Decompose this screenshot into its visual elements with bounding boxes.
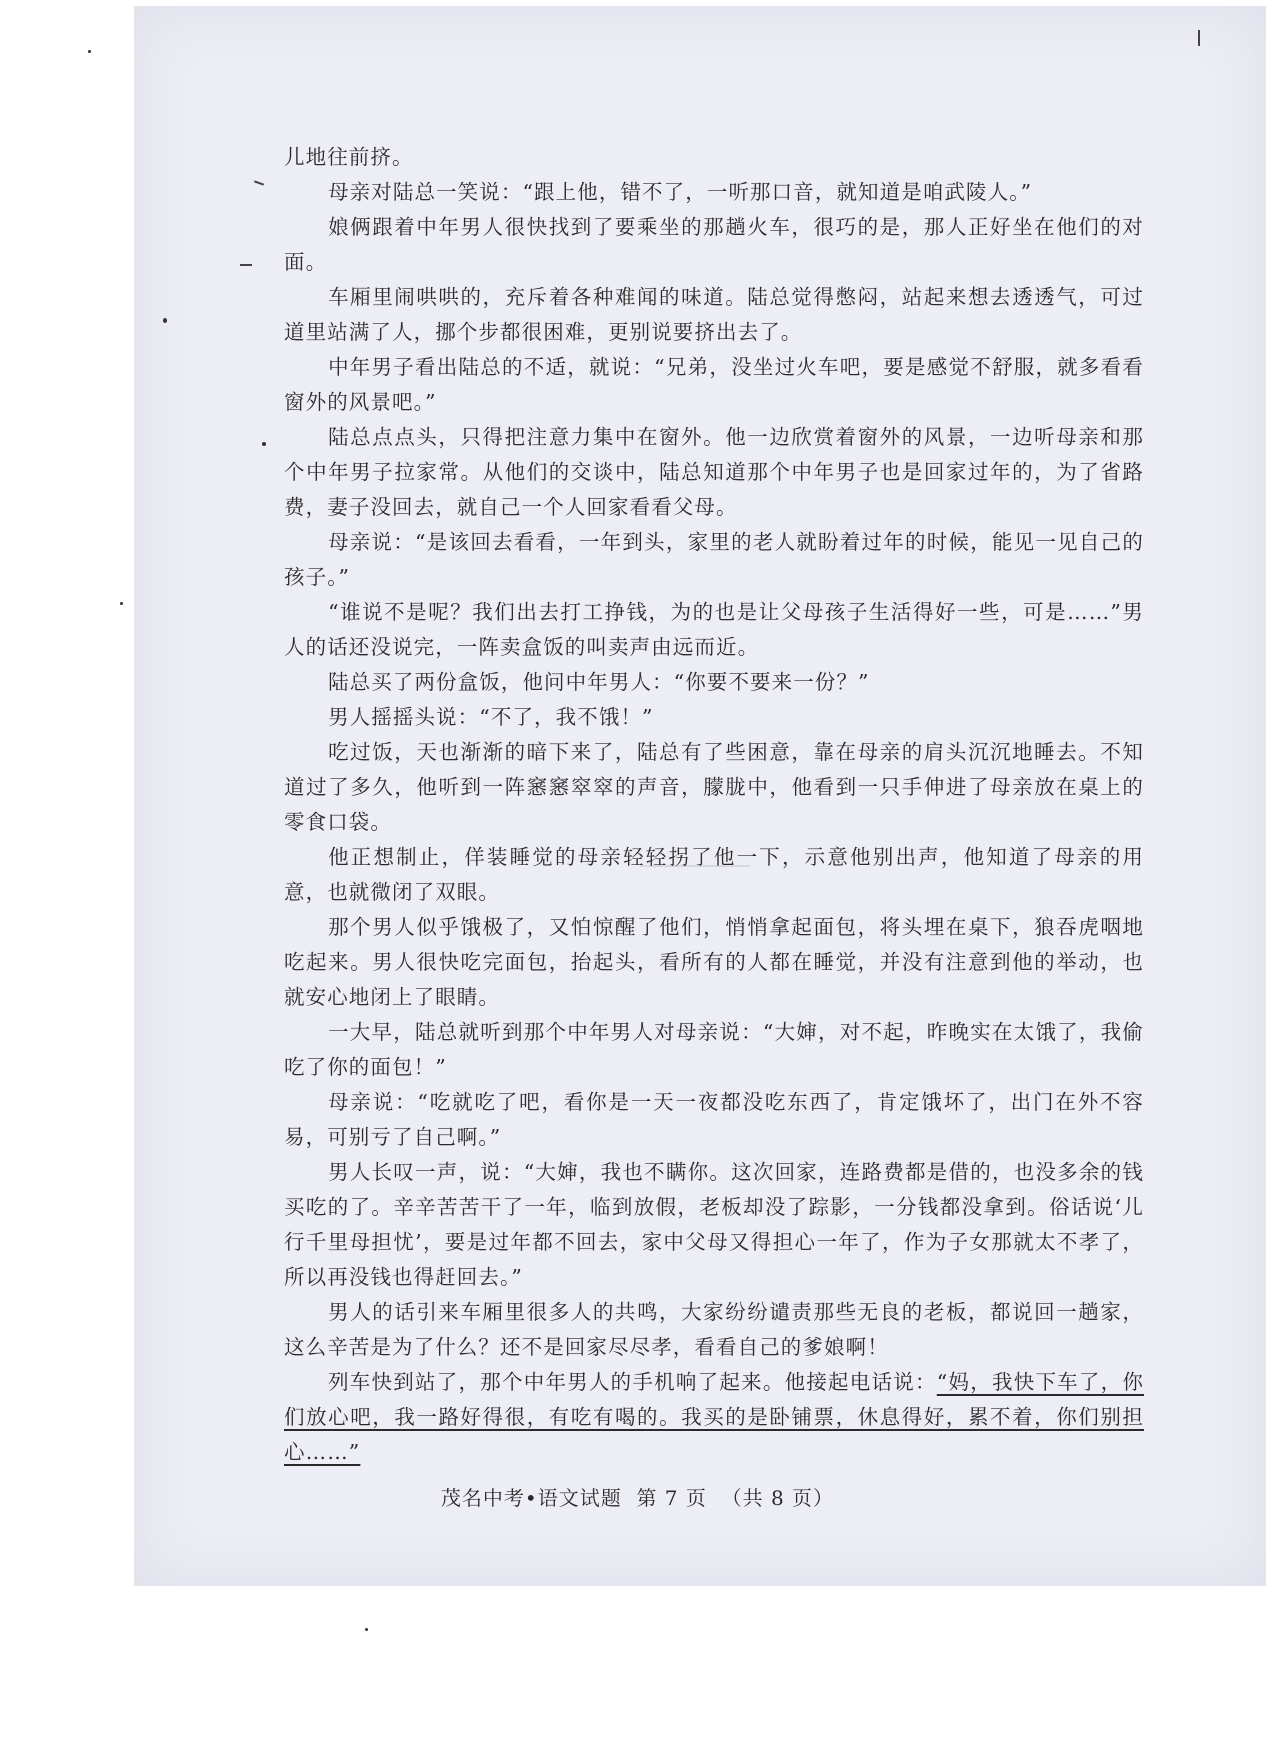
paragraph: 他正想制止，佯装睡觉的母亲轻轻拐了他一下，示意他别出声，他知道了母亲的用意，也就微闭了双眼。	[284, 845, 1144, 904]
scan-speck	[262, 442, 266, 446]
scan-speck	[88, 50, 91, 53]
paragraph: 中年男子看出陆总的不适，就说：“兄弟，没坐过火车吧，要是感觉不舒服，就多看看窗外的风景吧。”	[284, 355, 1144, 414]
scan-mark	[240, 264, 252, 266]
paragraph: 一大早，陆总就听到那个中年男人对母亲说：“大婶，对不起，昨晚实在太饿了，我偷吃了你的面包！”	[284, 1020, 1144, 1079]
scan-speck	[120, 602, 123, 605]
paragraph: 母亲说：“吃就吃了吧，看你是一天一夜都没吃东西了，肯定饿坏了，出门在外不容易，可别亏了自己啊。”	[284, 1090, 1144, 1149]
paragraph: 男人摇摇头说：“不了，我不饿！”	[328, 705, 654, 729]
paragraph: “谁说不是呢？我们出去打工挣钱，为的也是让父母孩子生活得好一些，可是……”男人的话还没说完，一阵卖盒饭的叫卖声由远而近。	[284, 600, 1144, 659]
footer-total: （共 8 页）	[721, 1486, 835, 1510]
paragraph: 母亲说：“是该回去看看，一年到头，家里的老人就盼着过年的时候，能见一见自己的孩子。”	[284, 530, 1144, 589]
paragraph: 吃过饭，天也渐渐的暗下来了，陆总有了些困意，靠在母亲的肩头沉沉地睡去。不知道过了多久，他听到一阵窸窸窣窣的声音，朦胧中，他看到一只手伸进了母亲放在桌上的零食口袋。	[284, 740, 1144, 834]
footer-exam: 茂名中考	[440, 1486, 525, 1510]
underlined-quote: “妈，我快下车了，你们放心吧，我一路好得很，有吃有喝的。我买的是卧铺票，休息得好，累不着，你们别担心……”	[284, 1370, 1144, 1464]
paragraph: 儿地往前挤。	[284, 145, 414, 169]
footer-page: 第 7 页	[636, 1486, 707, 1510]
paragraph: 陆总点点头，只得把注意力集中在窗外。他一边欣赏着窗外的风景，一边听母亲和那个中年男子拉家常。从他们的交谈中，陆总知道那个中年男子也是回家过年的，为了省路费，妻子没回去，就自己一个人回家看看父母。	[284, 425, 1144, 519]
paragraph: 男人的话引来车厢里很多人的共鸣，大家纷纷谴责那些无良的老板，都说回一趟家，这么辛苦是为了什么？还不是回家尽尽孝，看看自己的爹娘啊！	[284, 1300, 1144, 1359]
paragraph: 那个男人似乎饿极了，又怕惊醒了他们，悄悄拿起面包，将头埋在桌下，狼吞虎咽地吃起来。男人很快吃完面包，抬起头，看所有的人都在睡觉，并没有注意到他的举动，也就安心地闭上了眼睛。	[284, 915, 1144, 1009]
paragraph: 陆总买了两份盒饭，他问中年男人：“你要不要来一份？”	[328, 670, 870, 694]
footer-dot: •	[524, 1486, 538, 1510]
paragraph: 母亲对陆总一笑说：“跟上他，错不了，一听那口音，就知道是咱武陵人。”	[328, 180, 1033, 204]
paragraph: 男人长叹一声，说：“大婶，我也不瞒你。这次回家，连路费都是借的，也没多余的钱买吃的了。辛辛苦苦干了一年，临到放假，老板却没了踪影，一分钱都没拿到。俗话说‘儿行千里母担忧’，要是过年都不回去，家中父母又得担心一年了，作为子女那就太不孝了，所以再没钱也得赶回去。”	[284, 1160, 1144, 1289]
paragraph-last	[284, 1365, 1144, 1470]
page-footer	[0, 1482, 1275, 1511]
footer-subject: 语文试题	[537, 1486, 622, 1510]
paragraph: 娘俩跟着中年男人很快找到了要乘坐的那趟火车，很巧的是，那人正好坐在他们的对面。	[284, 215, 1144, 274]
scan-speck	[365, 1628, 368, 1631]
scan-mark	[1198, 30, 1200, 46]
article-body	[284, 140, 1144, 1470]
paragraph: 车厢里闹哄哄的，充斥着各种难闻的味道。陆总觉得憋闷，站起来想去透透气，可过道里站满了人，挪个步都很困难，更别说要挤出去了。	[284, 285, 1144, 344]
scan-speck	[163, 318, 167, 323]
paragraph-lead: 列车快到站了，那个中年男人的手机响了起来。他接起电话说：	[328, 1370, 937, 1394]
